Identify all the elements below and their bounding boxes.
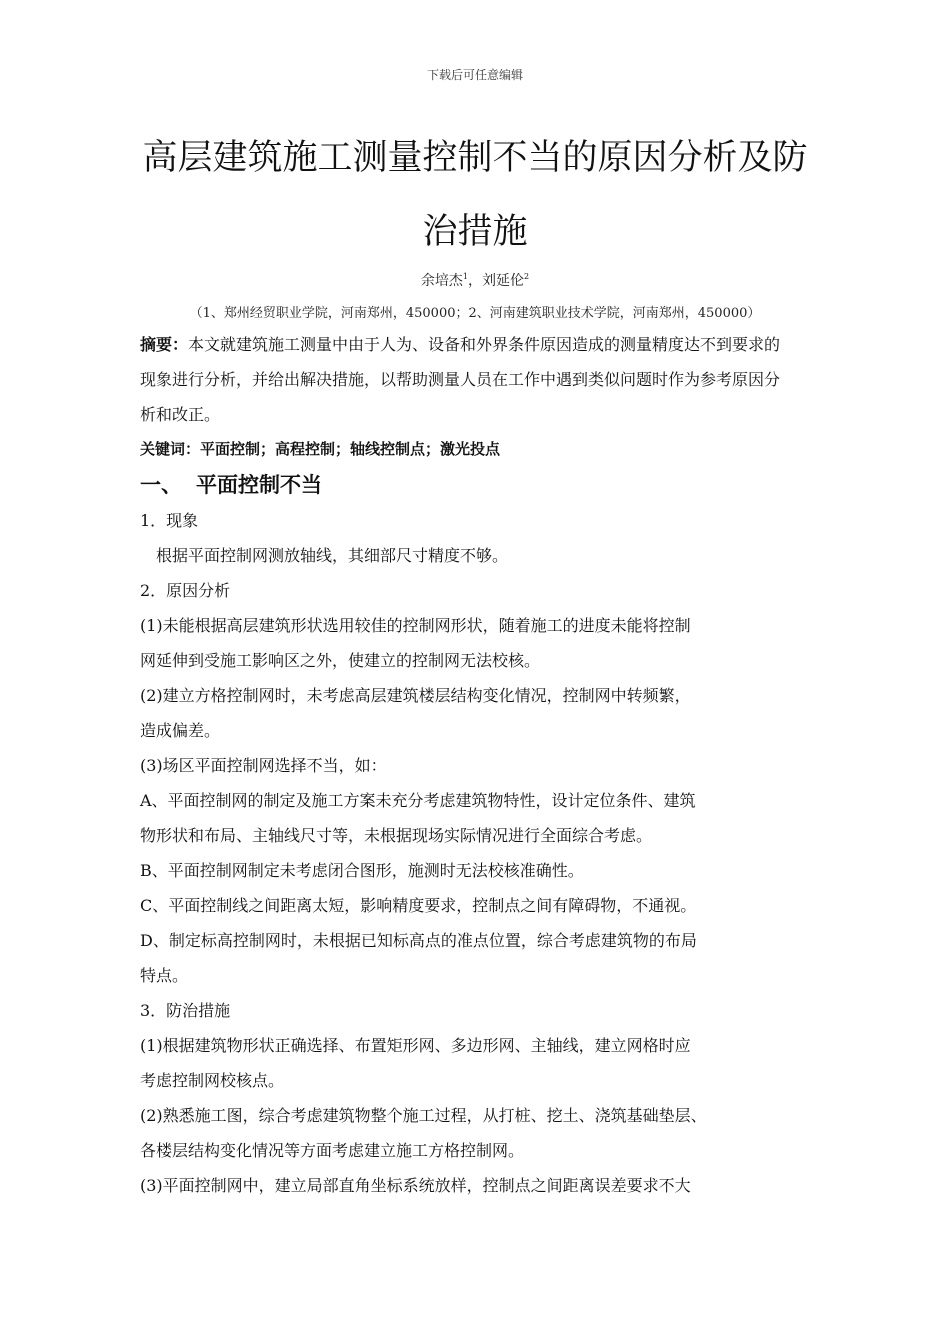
section-number: 一、 bbox=[140, 473, 182, 497]
page-header: 下载后可任意编辑 bbox=[426, 68, 523, 82]
abstract-line-3: 析和改正。 bbox=[140, 405, 221, 424]
body-line: 物形状和布局、主轴线尺寸等，未根据现场实际情况进行全面综合考虑。 bbox=[140, 826, 653, 845]
section-heading bbox=[140, 469, 322, 499]
author-2: 刘延伦 bbox=[482, 273, 524, 289]
abstract-label: 摘要： bbox=[140, 335, 189, 354]
author-1-affil-mark: 1 bbox=[462, 272, 468, 281]
abstract-text-1: 本文就建筑施工测量中由于人为、设备和外界条件原因造成的测量精度达不到要求的 bbox=[188, 335, 781, 354]
body-line: A、平面控制网的制定及施工方案未充分考虑建筑物特性，设计定位条件、建筑 bbox=[140, 791, 696, 810]
body-line: 3．防治措施 bbox=[140, 1001, 231, 1020]
author-1: 余培杰 bbox=[420, 273, 463, 289]
keywords: 关键词：平面控制；高程控制；轴线控制点；激光投点 bbox=[140, 440, 501, 458]
title-line-1: 高层建筑施工测量控制不当的原因分析及防 bbox=[142, 138, 808, 178]
body-line: 特点。 bbox=[140, 966, 189, 985]
abstract-line-2: 现象进行分析，并给出解决措施，以帮助测量人员在工作中遇到类似问题时作为参考原因分 bbox=[140, 370, 781, 389]
body-line: 根据平面控制网测放轴线，其细部尺寸精度不够。 bbox=[140, 546, 509, 565]
body-line: 1．现象 bbox=[140, 511, 199, 530]
affiliation: （1、郑州经贸职业学院，河南郑州，450000；2、河南建筑职业技术学院，河南郑州，450000） bbox=[189, 306, 761, 321]
author-separator: ， bbox=[468, 273, 482, 289]
body-line: (2)建立方格控制网时，未考虑高层建筑楼层结构变化情况，控制网中转频繁， bbox=[140, 686, 691, 705]
body-line: (1)未能根据高层建筑形状选用较佳的控制网形状，随着施工的进度未能将控制 bbox=[140, 616, 691, 635]
body-line: (2)熟悉施工图，综合考虑建筑物整个施工过程，从打桩、挖土、浇筑基础垫层、 bbox=[140, 1106, 707, 1125]
body-line: (1)根据建筑物形状正确选择、布置矩形网、多边形网、主轴线，建立网格时应 bbox=[140, 1036, 691, 1055]
body-line: 各楼层结构变化情况等方面考虑建立施工方格控制网。 bbox=[140, 1141, 525, 1160]
author-2-affil-mark: 2 bbox=[524, 272, 530, 281]
body-line: D、制定标高控制网时，未根据已知标高点的准点位置，综合考虑建筑物的布局 bbox=[140, 931, 697, 950]
abstract-line-1 bbox=[140, 326, 830, 361]
body-line: 考虑控制网校核点。 bbox=[140, 1071, 285, 1090]
body-line: 网延伸到受施工影响区之外，使建立的控制网无法校核。 bbox=[140, 651, 541, 670]
body-line: B、平面控制网制定未考虑闭合图形，施测时无法校核准确性。 bbox=[140, 861, 584, 880]
body-line: (3)场区平面控制网选择不当，如： bbox=[140, 756, 387, 775]
body-text bbox=[140, 503, 830, 1203]
body-line: (3)平面控制网中，建立局部直角坐标系统放样，控制点之间距离误差要求不大 bbox=[140, 1176, 691, 1195]
body-line: 造成偏差。 bbox=[140, 721, 221, 740]
title-line-2: 治措施 bbox=[422, 212, 528, 252]
abstract bbox=[140, 326, 830, 431]
body-line: 2．原因分析 bbox=[140, 581, 231, 600]
authors bbox=[0, 270, 950, 290]
body-line: C、平面控制线之间距离太短，影响精度要求，控制点之间有障碍物，不通视。 bbox=[140, 896, 697, 915]
section-title: 平面控制不当 bbox=[196, 473, 322, 497]
